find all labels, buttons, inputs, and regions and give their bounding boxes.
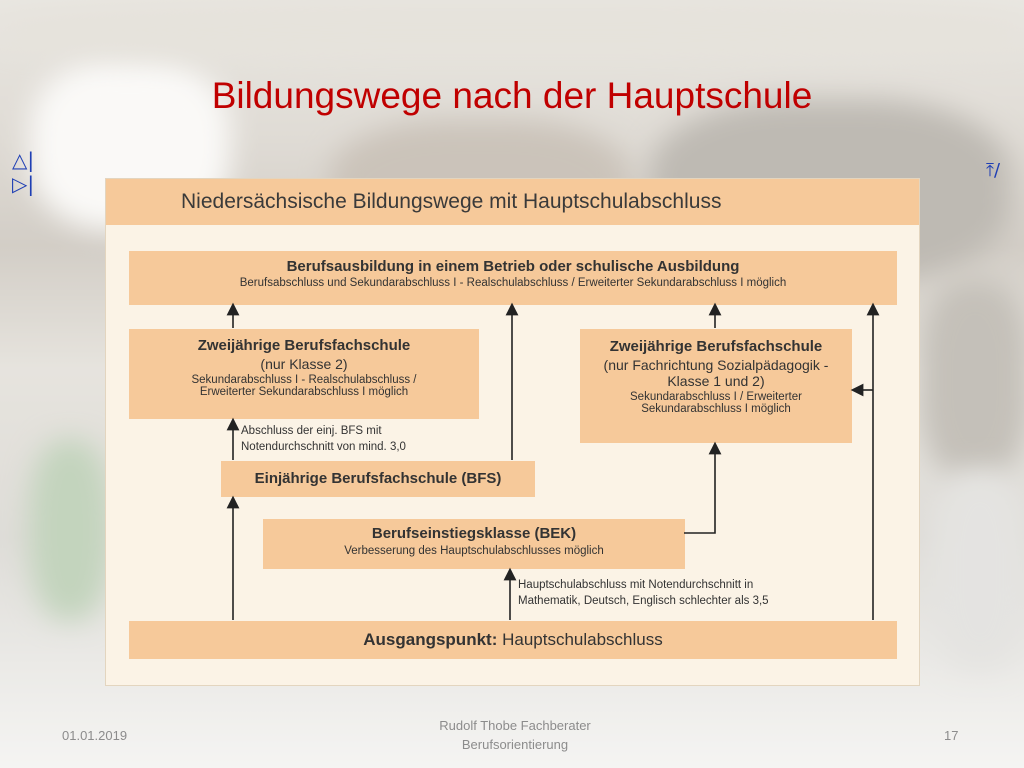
box-ausgangspunkt-bold: Ausgangspunkt: <box>363 630 498 649</box>
box-right-heading: Zweijährige Berufsfachschule <box>609 338 823 355</box>
box-left-heading: Zweijährige Berufsfachschule <box>197 337 411 354</box>
footer-date: 01.01.2019 <box>62 728 128 743</box>
arrow-bek-to-right-box <box>684 448 715 533</box>
box-left-line4: Erweiterter Sekundarabschluss I möglich <box>199 386 409 398</box>
flow-arrows <box>105 178 918 684</box>
diagram-header: Niedersächsische Bildungswege mit Hauptschulabschluss <box>106 179 919 225</box>
footer-author-line2: Berufsorientierung <box>461 737 569 752</box>
footer-author-line1: Rudolf Thobe Fachberater <box>439 718 591 733</box>
box-bek-heading: Berufseinstiegsklasse (BEK) <box>371 525 577 542</box>
box-right-line3: Klasse 1 und 2) <box>667 373 765 389</box>
box-right-line5: Sekundarabschluss I möglich <box>641 403 791 415</box>
box-berufsausbildung-sub: Berufsabschluss und Sekundarabschluss I - Realschulabschluss / Erweiterter Sekundarabschluss I möglich <box>239 277 787 289</box>
nav-next-icon[interactable]: ▷| <box>12 172 35 196</box>
note-bek-line2: Mathematik, Deutsch, Englisch schlechter als 3,5 <box>518 595 769 607</box>
box-left-line2: (nur Klasse 2) <box>260 356 348 372</box>
box-left-line3: Sekundarabschluss I - Realschulabschluss / <box>191 374 417 386</box>
footer-author <box>380 716 650 754</box>
box-right-line4: Sekundarabschluss I / Erweiterter <box>630 391 802 403</box>
box-bek-sub: Verbesserung des Hauptschulabschlusses möglich <box>344 545 604 557</box>
footer-page-number: 17 <box>944 728 959 743</box>
note-bek-line1: Hauptschulabschluss mit Notendurchschnitt in <box>518 579 754 591</box>
note-bfs-line2: Notendurchschnitt von mind. 3,0 <box>241 441 406 453</box>
slide-title: Bildungswege nach der Hauptschule <box>211 75 813 116</box>
nav-first-icon[interactable]: △| <box>12 148 35 172</box>
nav-return-icon[interactable]: ⤒/ <box>986 160 1001 181</box>
box-berufsausbildung-heading: Berufsausbildung in einem Betrieb oder schulische Ausbildung <box>286 258 740 275</box>
box-right-line2: (nur Fachrichtung Sozialpädagogik - <box>603 357 829 373</box>
box-ausgangspunkt-rest: Hauptschulabschluss <box>502 630 663 649</box>
box-bfs-label: Einjährige Berufsfachschule (BFS) <box>254 470 502 487</box>
note-bfs-line1: Abschluss der einj. BFS mit <box>241 425 382 437</box>
